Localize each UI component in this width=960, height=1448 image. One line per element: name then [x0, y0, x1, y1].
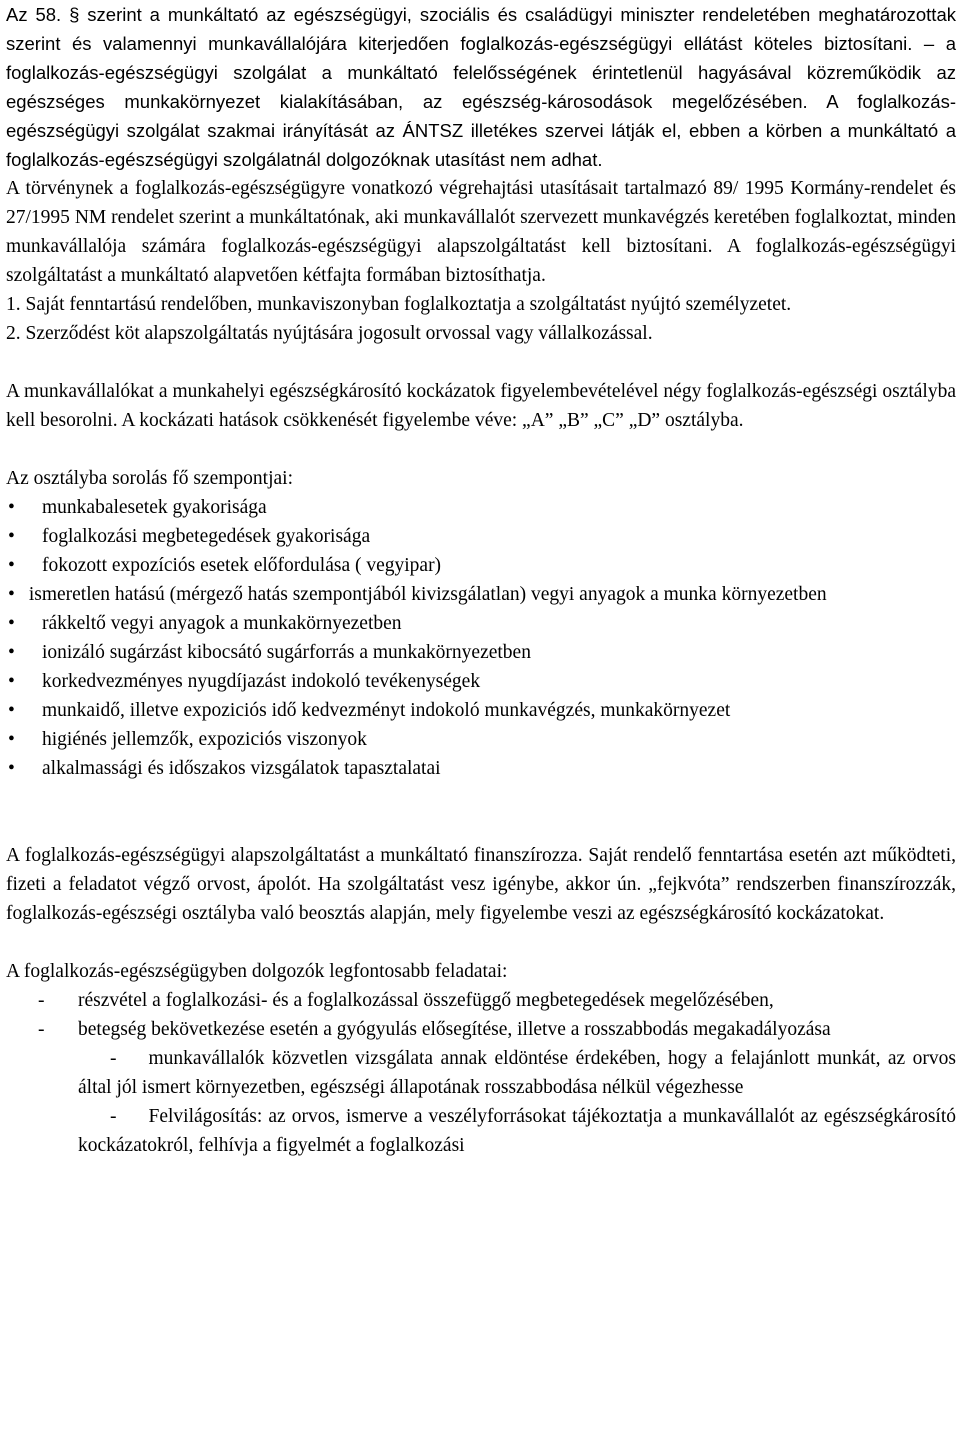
criteria-heading: Az osztályba sorolás fő szempontjai: [6, 468, 294, 489]
spacer [6, 435, 956, 464]
spacer [6, 928, 956, 957]
list-item: • fokozott expozíciós esetek előfordulása ( vegyipar) [6, 551, 956, 580]
bullet-icon: • [8, 497, 15, 518]
option-1-paragraph: 1. Saját fenntartású rendelőben, munkaviszonyban foglalkoztatja a szolgáltatást nyújtó személyzetet. [6, 294, 792, 315]
dash-icon: - [110, 1048, 117, 1069]
bullet-icon: • [8, 700, 15, 721]
spacer [6, 783, 956, 812]
list-item: • ionizáló sugárzást kibocsátó sugárforrás a munkakörnyezetben [6, 638, 956, 667]
list-item: • higiénés jellemzők, expoziciós viszonyok [6, 725, 956, 754]
dash-icon: - [38, 1019, 45, 1040]
bullet-icon: • [8, 555, 15, 576]
criteria-list [6, 493, 956, 783]
dash-icon: - [38, 990, 45, 1011]
list-item: - betegség bekövetkezése esetén a gyógyulás elősegítése, illetve a rosszabbodás megakadályozása [6, 1015, 956, 1044]
document-page [6, 0, 956, 1160]
list-item: • korkedvezményes nyugdíjazást indokoló tevékenységek [6, 667, 956, 696]
list-item: - Felvilágosítás: az orvos, ismerve a veszélyforrásokat tájékoztatja a munkavállalót az egészségkárosító kockázatokról, felhívja a figyelmét a foglalkozási [78, 1106, 956, 1156]
list-item: • foglalkozási megbetegedések gyakorisága [6, 522, 956, 551]
classification-paragraph: A munkavállalókat a munkahelyi egészségkárosító kockázatok figyelembevételével négy foglalkozás-egészségi osztályba kell besorolni. A kockázati hatások csökkenését figyelembe véve: „A” „B” „C” „D” osztályba. [6, 381, 956, 431]
financing-paragraph: A foglalkozás-egészségügyi alapszolgáltatást a munkáltató finanszírozza. Saját rendelő fenntartása esetén azt működteti, fizeti a feladatot végző orvost, ápolót. Ha szolgáltatást vesz igénybe, akkor ún. „fejkvóta” rendszerben finanszírozzák, foglalkozás-egészségi osztályba való beosztás alapján, mely figyelembe veszi az egészségkárosító kockázatokat. [6, 845, 956, 924]
list-item: • munkabalesetek gyakorisága [6, 493, 956, 522]
option-2-paragraph: 2. Szerződést köt alapszolgáltatás nyújtására jogosult orvossal vagy vállalkozással. [6, 323, 653, 344]
bullet-icon: • [8, 526, 15, 547]
dash-icon: - [110, 1106, 117, 1127]
spacer [6, 348, 956, 377]
list-item: - munkavállalók közvetlen vizsgálata annak eldöntése érdekében, hogy a felajánlott munkát, az orvos által jól ismert környezetben, egészségi állapotának rosszabbodása nélkül végezhesse [78, 1048, 956, 1098]
list-item: - részvétel a foglalkozási- és a foglalkozással összefüggő megbetegedések megelőzésében, [6, 986, 956, 1015]
tasks-heading: A foglalkozás-egészségügyben dolgozók legfontosabb feladatai: [6, 961, 508, 982]
bullet-icon: • [8, 671, 15, 692]
list-item: • alkalmassági és időszakos vizsgálatok tapasztalatai [6, 754, 956, 783]
regulation-paragraph: A törvénynek a foglalkozás-egészségügyre vonatkozó végrehajtási utasításait tartalmazó 89/ 1995 Kormány-rendelet és 27/1995 NM rendelet szerint a munkáltatónak, aki munkavállalót szervezett munkavégzés keretében foglalkoztat, minden munkavállalója számára foglalkozás-egészségügyi alapszolgáltatást kell biztosítani. A foglalkozás-egészségügyi szolgáltatást a munkáltató alapvetően kétfajta formában biztosíthatja. [6, 178, 956, 286]
list-item: • ismeretlen hatású (mérgező hatás szempontjából kivizsgálatlan) vegyi anyagok a munka környezetben [8, 584, 827, 605]
bullet-icon: • [8, 758, 15, 779]
list-item: • rákkeltő vegyi anyagok a munkakörnyezetben [6, 609, 956, 638]
bullet-icon: • [8, 613, 15, 634]
bullet-icon: • [8, 642, 15, 663]
intro-paragraph: Az 58. § szerint a munkáltató az egészségügyi, szociális és családügyi miniszter rendeletében meghatározottak szerint és valamennyi munkavállalójára kiterjedően foglalkozás-egészségügyi ellátást köteles biztosítani. – a foglalkozás-egészségügyi szolgálat a munkáltató felelősségének érintetlenül hagyásával közreműködik az egészséges munkakörnyezet kialakításában, az egészség-károsodások megelőzésében. A foglalkozás-egészségügyi szolgálat szakmai irányítását az ÁNTSZ illetékes szervei látják el, ebben a körben a munkáltató a foglalkozás-egészségügyi szolgálatnál dolgozóknak utasítást nem adhat. [6, 4, 956, 170]
bullet-icon: • [8, 729, 15, 750]
list-item: • munkaidő, illetve expoziciós idő kedvezményt indokoló munkavégzés, munkakörnyezet [6, 696, 956, 725]
bullet-icon: • [8, 584, 15, 605]
spacer [6, 812, 956, 841]
